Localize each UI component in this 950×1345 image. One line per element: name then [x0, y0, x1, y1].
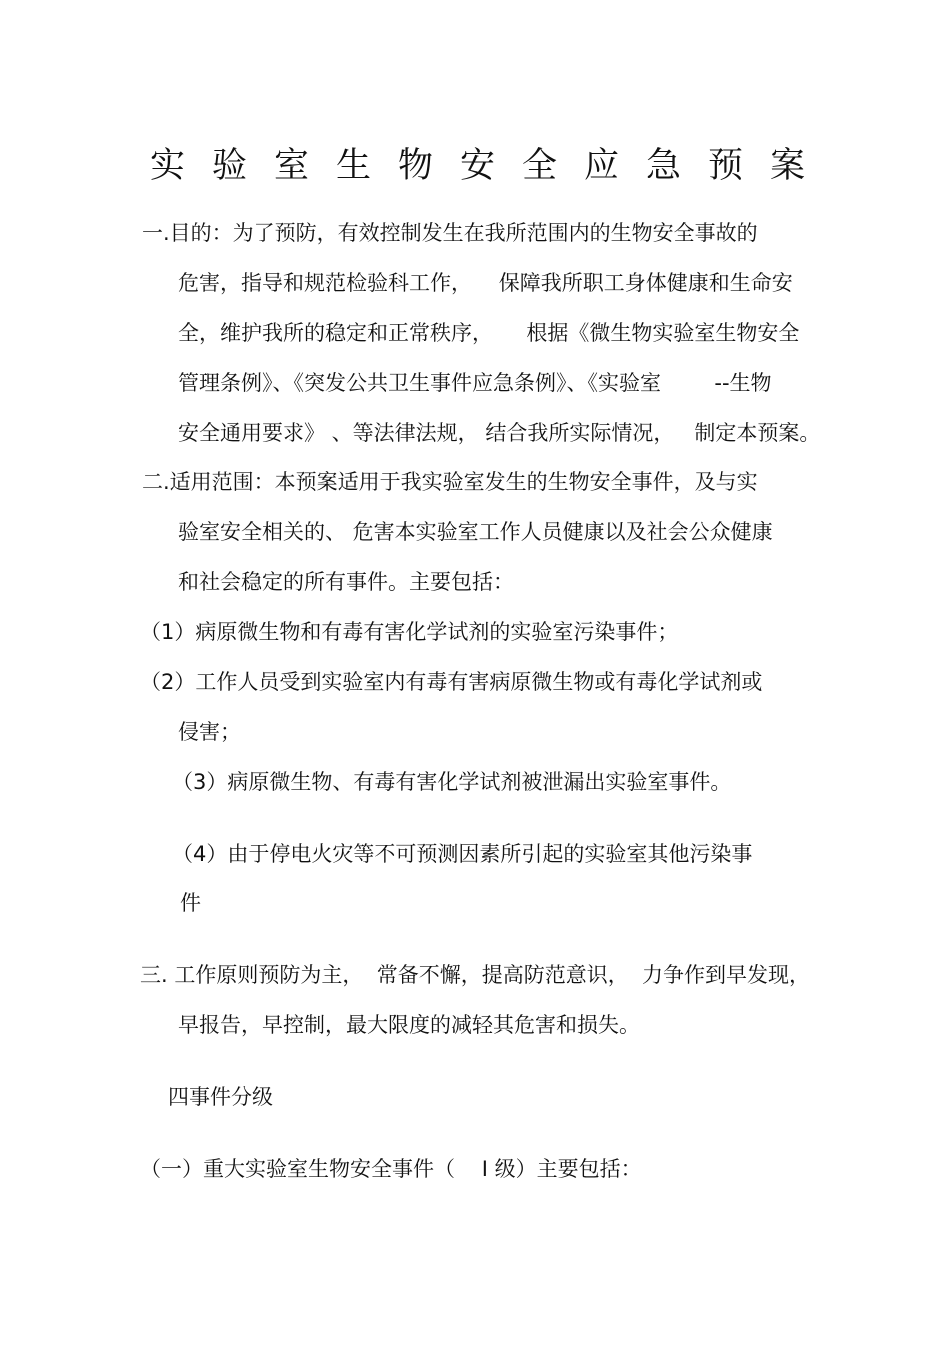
purpose-line-5: 安全通用要求》 、等法律法规， 结合我所实际情况， 制定本预案。: [178, 421, 821, 445]
scope-line-3: 和社会稳定的所有事件。主要包括：: [178, 570, 514, 594]
scope-item-2: （2）工作人员受到实验室内有毒有害病原微生物或有毒化学试剂或: [140, 670, 763, 694]
purpose-line-3: 全，维护我所的稳定和正常秩序， 根据《微生物实验室生物安全: [178, 321, 800, 345]
scope-line-2: 验室安全相关的、 危害本实验室工作人员健康以及社会公众健康: [178, 520, 773, 544]
scope-item-4: （4）由于停电火灾等不可预测因素所引起的实验室其他污染事: [172, 842, 753, 866]
principle-line-1: 三. 工作原则预防为主， 常备不懈，提高防范意识， 力争作到早发现，: [140, 963, 811, 987]
scope-item-1: （1）病原微生物和有毒有害化学试剂的实验室污染事件；: [140, 620, 679, 644]
purpose-line-4: 管理条例》、《突发公共卫生事件应急条例》、《实验室 --生物: [178, 371, 772, 395]
scope-item-2-cont: 侵害；: [178, 720, 241, 744]
scope-item-4-cont: 件: [180, 891, 201, 915]
document-title: 实验室生物安全应急预案: [150, 146, 833, 186]
scope-line-1: 二.适用范围：本预案适用于我实验室发生的生物安全事件，及与实: [142, 470, 758, 494]
event-grading-heading: 四事件分级: [168, 1085, 273, 1109]
purpose-line-2: 危害，指导和规范检验科工作， 保障我所职工身体健康和生命安: [178, 271, 793, 295]
purpose-line-1: 一.目的：为了预防，有效控制发生在我所范围内的生物安全事故的: [142, 221, 758, 245]
scope-item-3: （3）病原微生物、有毒有害化学试剂被泄漏出实验室事件。: [172, 770, 732, 794]
principle-line-2: 早报告，早控制，最大限度的减轻其危害和损失。: [178, 1013, 640, 1037]
grade-one-heading: （一）重大实验室生物安全事件（ Ⅰ 级）主要包括：: [140, 1157, 642, 1181]
